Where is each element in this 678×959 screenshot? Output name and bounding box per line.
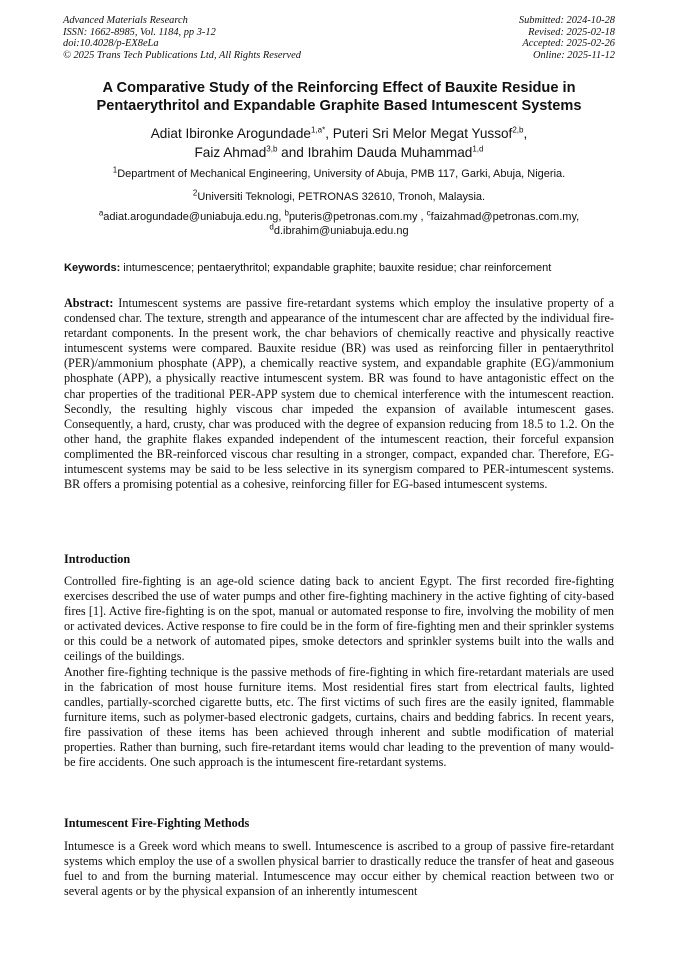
- author-name: Adiat Ibironke Arogundade: [150, 126, 311, 141]
- date-revised: Revised: 2025-02-18: [528, 26, 615, 38]
- email-marker: a: [98, 208, 104, 218]
- author-line: [40, 143, 638, 162]
- author-affiliation-marker: 3,b: [266, 144, 278, 154]
- journal-doi: doi:10.4028/p-EX8eLa: [63, 38, 159, 50]
- journal-header-right: [519, 15, 615, 61]
- email-link[interactable]: d.ibrahim@uniabuja.edu.ng: [273, 225, 409, 237]
- paragraph: Controlled fire-fighting is an age-old science dating back to ancient Egypt. The first recorded fire-fighting exercises described the use of water pumps and other fire-fighting machinery in the active fighting of city-based fires [1]. Active fire-fighting is on the spot, manual or automated response to fire, involving the mobility of men or activated devices. Active response to fire could be in the form of fire-fighting men and their sprinkler systems or this could be a network of automated pipes, smoke detectors and sprinkler systems built into the walls and ceilings of the buildings.: [64, 574, 614, 664]
- author-name: Faiz Ahmad: [194, 145, 267, 160]
- journal-copyright: © 2025 Trans Tech Publications Ltd, All Rights Reserved: [63, 49, 301, 61]
- affiliation-text: Department of Mechanical Engineering, University of Abuja, PMB 117, Garki, Abuja, Nigeria.: [117, 168, 566, 180]
- journal-issn: ISSN: 1662-8985, Vol. 1184, pp 3-12: [63, 26, 216, 38]
- author-separator: and: [277, 145, 308, 160]
- email-marker: c: [426, 208, 431, 218]
- email-marker: b: [284, 208, 289, 218]
- keywords-text: intumescence; pentaerythritol; expandable graphite; bauxite residue; char reinforcement: [120, 262, 552, 274]
- section-heading: Intumescent Fire-Fighting Methods: [64, 816, 250, 830]
- author-name: Ibrahim Dauda Muhammad: [307, 145, 473, 160]
- paragraph: Another fire-fighting technique is the passive methods of fire-fighting in which fire-retardant materials are used in the fabrication of most house furniture items. Most residential fires start from electrical faults, lighted candles, partially-scorched cigarette butts, etc. The first victims of such fires are the easily ignited, flammable furniture items, such as polymer-based electronic gadgets, curtains, chairs and bedding fabrics. In recent years, fire passivation of these items has been achieved through inherent and subtle modification of material properties. Rather than burning, such fire-retardant items would char leading to the prevention of many would-be fire accidents. One such approach is the intumescent fire-retardant systems.: [64, 664, 614, 770]
- methods-section: [64, 839, 614, 899]
- introduction-section: [64, 574, 614, 770]
- author-affiliation-marker: 1,a*: [310, 125, 326, 135]
- author-separator: ,: [523, 126, 528, 141]
- abstract-text: Intumescent systems are passive fire-retardant systems which employ the insulative property of a condensed char. The texture, strength and appearance of the intumescent char are affected by the individual fire-retardant components. In the present work, the char behaviors of chemically reactive and physically reactive intumescent systems were compared. Bauxite residue (BR) was used as reinforcing filler in pentaerythritol (PER)/ammonium phosphate (APP), a chemically reactive system, and expandable graphite (EG)/ammonium phosphate (APP), a physically reactive intumescent system. BR was found to have antagonistic effect on the char properties of the traditional PER-APP system due to chemical interference with the intumescent reaction. Secondly, the resulting highly viscous char impeded the expansion of available intumescent gases. Consequently, a hard, crusty, char was produced with the degree of expansion reducing from 18.5 to 1.2. On the other hand, the graphite flakes expanded independent of the intumescent reaction, their forceful expansion complimented the BR-reinforced viscous char resulting in a stronger, compact, expanded char. Therefore, EG-intumescent systems may be said to be less selective in its synergism compared to PER-intumescent systems. BR offers a promising potential as a cohesive, reinforcing filler for EG-based intumescent systems.: [64, 296, 614, 492]
- date-submitted: Submitted: 2024-10-28: [518, 15, 615, 26]
- title-line: Pentaerythritol and Expandable Graphite Based Intumescent Systems: [96, 98, 582, 114]
- affiliation-marker: 1: [112, 165, 118, 175]
- author-emails: [50, 210, 628, 238]
- affiliation: [40, 167, 638, 181]
- author-list: [40, 124, 638, 162]
- journal-header-left: [63, 15, 301, 61]
- paragraph: Intumesce is a Greek word which means to swell. Intumescence is ascribed to a group of passive fire-retardant systems which employ the use of a swollen physical barrier to drastically reduce the transfer of heat and gaseous fuel to and from the burning material. Intumescence may occur either by chemical reaction between two or several agents or by the physical expansion of an inherently intumescent: [64, 839, 614, 899]
- keywords-label: Keywords:: [64, 262, 121, 274]
- affiliation: [40, 190, 638, 204]
- affiliation-marker: 2: [192, 188, 198, 198]
- abstract: [64, 296, 614, 492]
- author-line: [40, 124, 638, 143]
- author-affiliation-marker: 1,d: [472, 144, 484, 154]
- email-link[interactable]: adiat.arogundade@uniabuja.edu.ng,: [103, 211, 285, 223]
- date-accepted: Accepted: 2025-02-26: [522, 38, 615, 50]
- author-name: Puteri Sri Melor Megat Yussof: [332, 126, 513, 141]
- affiliation-text: Universiti Teknologi, PETRONAS 32610, Tronoh, Malaysia.: [197, 191, 486, 203]
- keywords: [64, 261, 619, 275]
- author-affiliation-marker: 2,b: [512, 125, 524, 135]
- title-line: A Comparative Study of the Reinforcing Effect of Bauxite Residue in: [102, 80, 576, 96]
- paper-title: [40, 79, 638, 115]
- abstract-label: Abstract:: [64, 296, 114, 310]
- journal-name: Advanced Materials Research: [63, 15, 188, 26]
- date-online: Online: 2025-11-12: [532, 49, 615, 61]
- email-marker: d: [269, 222, 274, 232]
- email-line: [50, 210, 628, 224]
- email-link[interactable]: faizahmad@petronas.com.my,: [430, 211, 580, 223]
- section-heading: Introduction: [64, 552, 131, 566]
- email-line: [50, 224, 628, 238]
- email-link[interactable]: puteris@petronas.com.my ,: [288, 211, 427, 223]
- author-separator: ,: [325, 126, 333, 141]
